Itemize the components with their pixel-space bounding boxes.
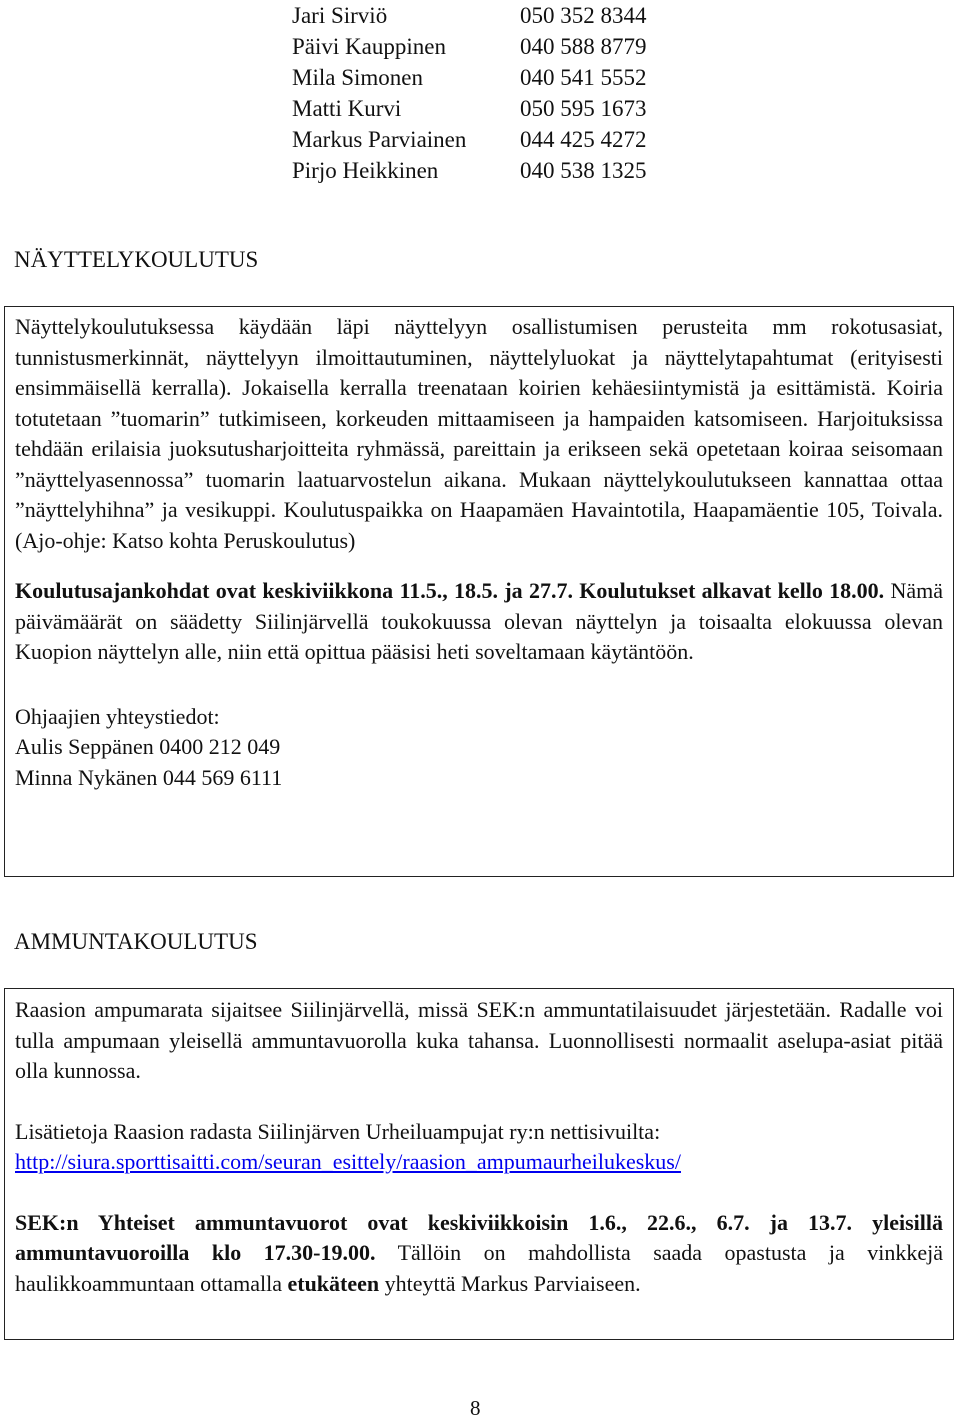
ammunta-info: Lisätietoja Raasion radasta Siilinjärven Urheiluampujat ry:n nettisivuilta:: [15, 1118, 661, 1144]
instructor-line: Aulis Seppänen 0400 212 049: [15, 734, 281, 759]
contact-phone: 050 595 1673: [520, 96, 647, 121]
contact-phone: 040 541 5552: [520, 65, 647, 90]
contact-name: Matti Kurvi: [292, 96, 402, 121]
ammunta-shifts: [15, 1208, 943, 1300]
ammunta-shifts-bold: SEK:n Yhteiset ammuntavuorot ovat keskiviikkoisin 1.6., 22.6., 6.7. ja 13.7. yleisillä ammuntavuoroilla klo 17.30-19.00.: [15, 1209, 943, 1265]
nayttely-dates-bold: Koulutusajankohdat ovat keskiviikkona 11.5., 18.5. ja 27.7. Koulutukset alkavat kello 18.00.: [15, 578, 885, 603]
instructor-line: Minna Nykänen 044 569 6111: [15, 764, 283, 790]
contact-row: [292, 62, 647, 93]
ammunta-shifts-rest2: yhteyttä Markus Parviaiseen.: [379, 1270, 641, 1296]
contact-name: Jari Sirviö: [292, 3, 388, 28]
ammunta-shifts-bold2: etukäteen: [287, 1270, 380, 1296]
contact-name: Päivi Kauppinen: [292, 34, 446, 59]
contact-phone: 050 352 8344: [520, 3, 647, 28]
contact-phone: 040 538 1325: [520, 158, 647, 183]
contact-row: [292, 0, 647, 31]
contact-name: Mila Simonen: [292, 65, 423, 90]
nayttely-dates-rest: Nämä päivämäärät on säädetty Siilinjärvellä toukokuussa olevan näyttelyn ja toisaalta elokuussa olevan Kuopion näyttelyn alle, niin että opittua pääsisi heti soveltamaan käytäntöön.: [15, 578, 944, 664]
contact-row: [292, 155, 647, 186]
nayttely-heading: NÄYTTELYKOULUTUS: [14, 247, 259, 272]
ammunta-box: [4, 988, 954, 1340]
page-number: 8: [470, 1396, 481, 1420]
nayttely-box: [4, 306, 954, 877]
contact-row: [292, 31, 647, 62]
contact-name: Pirjo Heikkinen: [292, 158, 439, 183]
ammunta-heading: AMMUNTAKOULUTUS: [14, 929, 258, 954]
contact-row: [292, 93, 647, 124]
ammunta-link[interactable]: http://siura.sporttisaitti.com/seuran_esittely/raasion_ampumaurheilukeskus/: [15, 1149, 681, 1174]
instructors-label: Ohjaajien yhteystiedot:: [15, 703, 220, 729]
contact-list: [292, 0, 647, 186]
ammunta-body: Raasion ampumarata sijaitsee Siilinjärvellä, missä SEK:n ammuntatilaisuudet järjestetään. Radalle voi tulla ampumaan yleisellä ammuntavuorolla kuka tahansa. Luonnollisesti normaalit aselupa-asiat pitää olla kunnossa.: [15, 997, 943, 1083]
nayttely-dates: [15, 576, 943, 668]
ammunta-shifts-rest1: Tällöin on mahdollista saada opastusta ja vinkkejä haulikkoammuntaan ottamalla: [15, 1240, 943, 1296]
contact-name: Markus Parviainen: [292, 127, 467, 152]
contact-row: [292, 124, 647, 155]
contact-phone: 044 425 4272: [520, 127, 647, 152]
ammunta-link-line: [15, 1147, 943, 1178]
contact-phone: 040 588 8779: [520, 34, 647, 59]
nayttely-body: Näyttelykoulutuksessa käydään läpi näyttelyyn osallistumisen perusteita mm rokotusasiat, tunnistusmerkinnät, näyttelyyn ilmoittautuminen, näyttelyluokat ja näyttelytapahtumat (erityisesti ensimmäisellä kerralla). Jokaisella kerralla treenataan koirien kehäesiintymistä ja esittämistä. Koiria totutetaan ”tuomarin” tutkimiseen, korkeuden mittaamiseen ja hampaiden katsomiseen. Harjoituksissa tehdään erilaisia juoksutusharjoitteita ryhmässä, pareittain ja erikseen sekä opetetaan koiraa seisomaan ”näyttelyasennossa” tuomarin laatuarvostelun aikana. Mukaan näyttelykoulutukseen kannattaa ottaa ”näyttelyhihna” ja vesikuppi. Koulutuspaikka on Haapamäen Havaintotila, Haapamäentie 105, Toivala. (Ajo-ohje: Katso kohta Peruskoulutus): [15, 314, 943, 553]
